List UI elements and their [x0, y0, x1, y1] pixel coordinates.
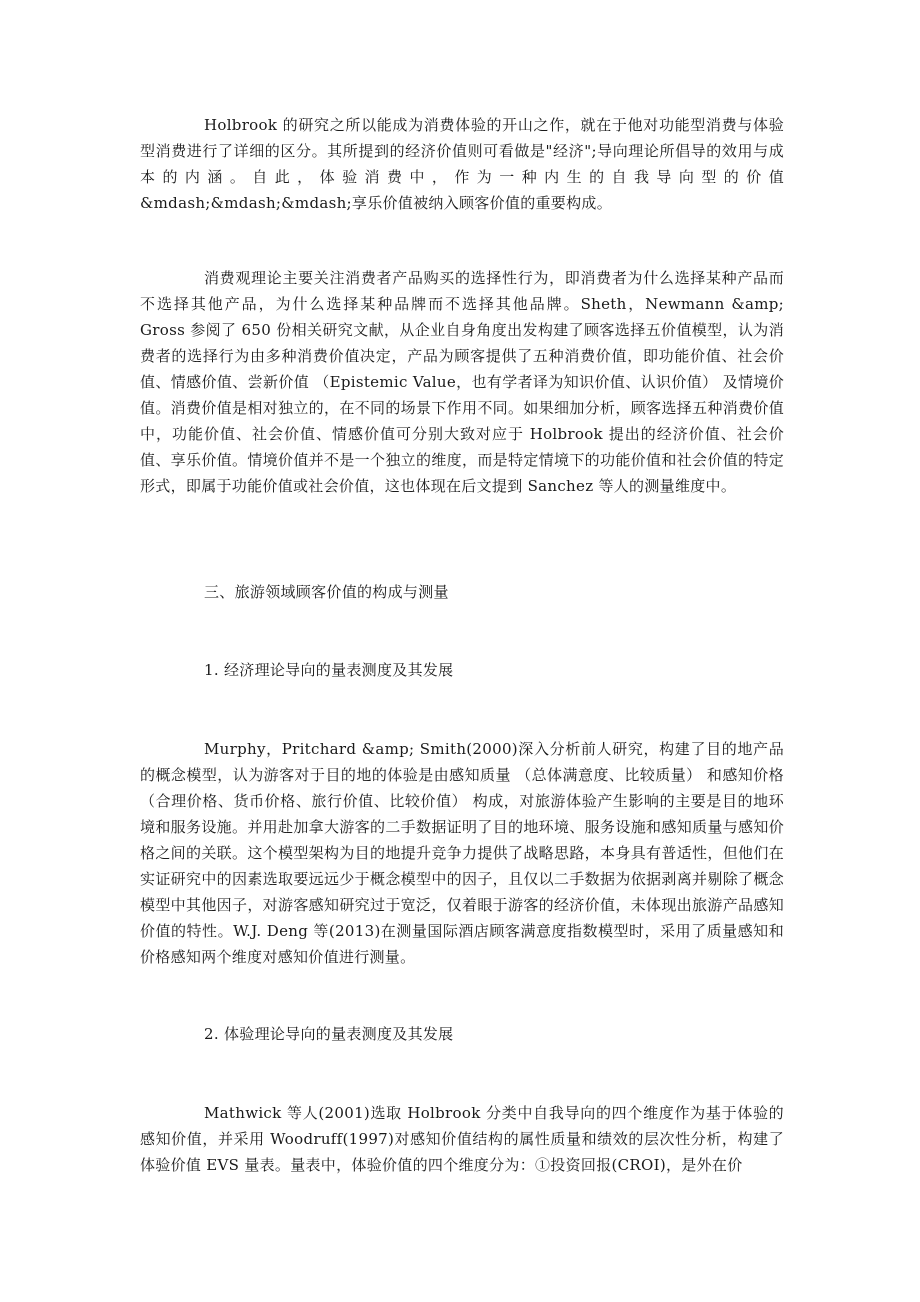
section-heading-tourism-value: 三、旅游领域顾客价值的构成与测量	[204, 583, 449, 601]
paragraph-holbrook: Holbrook 的研究之所以能成为消费体验的开山之作，就在于他对功能型消费与体验型消费进行了详细的区分。其所提到的经济价值则可看做是"经济";导向理论所倡导的效用与成本的内涵。自此，体验消费中，作为一种内生的自我导向型的价值&mdash;&mdash;&mdash;享乐价值被纳入顾客价值的重要构成。	[140, 116, 784, 212]
paragraph-murphy: Murphy，Pritchard &amp; Smith(2000)深入分析前人研究，构建了目的地产品的概念模型，认为游客对于目的地的体验是由感知质量 （总体满意度、比较质量） 和感知价格（合理价格、货币价格、旅行价值、比较价值） 构成，对旅游体验产生影响的主要是目的地环境和服务设施。并用赴加拿大游客的二手数据证明了目的地环境、服务设施和感知质量与感知价格之间的关联。这个模型架构为目的地提升竞争力提供了战略思路，本身具有普适性，但他们在实证研究中的因素选取要远远少于概念模型中的因子，且仅以二手数据为依据剥离并剔除了概念模型中其他因子，对游客感知研究过于宽泛，仅着眼于游客的经济价值，未体现出旅游产品感知价值的特性。W.J. Deng 等(2013)在测量国际酒店顾客满意度指数模型时，采用了质量感知和价格感知两个维度对感知价值进行测量。	[140, 740, 784, 966]
paragraph-mathwick: Mathwick 等人(2001)选取 Holbrook 分类中自我导向的四个维度作为基于体验的感知价值，并采用 Woodruff(1997)对感知价值结构的属性质量和绩效的层次性分析，构建了体验价值 EVS 量表。量表中，体验价值的四个维度分为：①投资回报(CROI)，是外在价	[140, 1104, 784, 1174]
paragraph-consumption-value-theory: 消费观理论主要关注消费者产品购买的选择性行为，即消费者为什么选择某种产品而不选择其他产品，为什么选择某种品牌而不选择其他品牌。Sheth，Newmann &amp; Gross 参阅了 650 份相关研究文献，从企业自身角度出发构建了顾客选择五价值模型，认为消费者的选择行为由多种消费价值决定，产品为顾客提供了五种消费价值，即功能价值、社会价值、情感价值、尝新价值 （Epistemic Value，也有学者译为知识价值、认识价值） 及情境价值。消费价值是相对独立的，在不同的场景下作用不同。如果细加分析，顾客选择五种消费价值中，功能价值、社会价值、情感价值可分别大致对应于 Holbrook 提出的经济价值、社会价值、享乐价值。情境价值并不是一个独立的维度，而是特定情境下的功能价值和社会价值的特定形式，即属于功能价值或社会价值，这也体现在后文提到 Sanchez 等人的测量维度中。	[140, 269, 784, 495]
subheading-economic-scale: 1. 经济理论导向的量表测度及其发展	[204, 661, 454, 679]
subheading-experience-scale: 2. 体验理论导向的量表测度及其发展	[204, 1025, 454, 1043]
